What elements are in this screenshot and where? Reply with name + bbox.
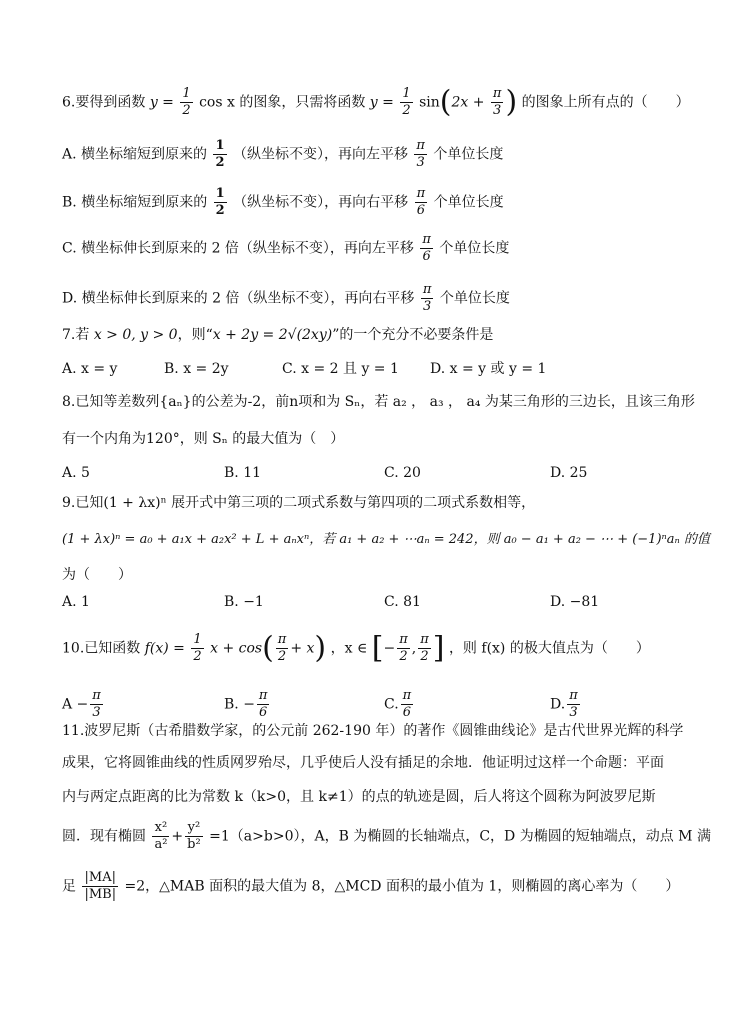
q6-option-a: A. 横坐标缩短到原来的 $\frac{1}{2}$ （纵坐标不变），再向左平移 $\frac{\pi}{3}$ 个单位长度	[62, 138, 504, 170]
q8-option-a: A. 5	[62, 465, 90, 481]
q9-option-d: D. −81	[550, 594, 600, 610]
q6-frac-pi3: $\frac{\pi}{3}$	[492, 86, 502, 118]
q9-option-c: C. 81	[384, 594, 421, 610]
q9-stem-line3: 为（ ）	[62, 567, 132, 583]
q10-option-a: A − $\frac{\pi}{3}$	[62, 688, 101, 720]
q7-option-a: A. x = y	[62, 361, 118, 377]
q6-frac-half-1: $\frac{1}{2}$	[182, 86, 191, 118]
q7-option-c: C. x = 2 且 y = 1	[282, 361, 399, 377]
q8-option-d: D. 25	[550, 465, 588, 481]
q11-line4: 圆．现有椭圆 $\frac{\text{x²}}{\text{a²}}$ + $\frac{\text{y²}}{\text{b²}}$ =1（a>b>0），A，B 为椭圆的长轴端点，C，D 为椭圆的短轴端点，动点 M 满	[62, 820, 711, 852]
q9-stem-line2: (1 + λx)ⁿ = a₀ + a₁x + a₂x² + L + aₙxⁿ，若 a₁ + a₂ + ⋯aₙ = 242，则 a₀ − a₁ + a₂ − ⋯ + (−1)ⁿaₙ 的值	[62, 532, 710, 547]
q6-stem-text-b: 的图象上所有点的（ ）	[521, 94, 690, 111]
q11-line2: 成果，它将圆锥曲线的性质网罗殆尽，几乎使后人没有插足的余地．他证明过这样一个命题：平面	[62, 755, 664, 771]
q6-option-c: C. 横坐标伸长到原来的 2 倍（纵坐标不变），再向左平移 $\frac{\pi}{6}$ 个单位长度	[62, 232, 510, 264]
q6-sin: sin	[419, 94, 440, 111]
q6-y-eq-2: y =	[369, 94, 394, 111]
q6-stem-text-a: 6.要得到函数	[62, 94, 146, 111]
q10-stem: 10.已知函数 f(x) = $\frac{1}{2}$ x + cos( $\frac{\pi}{2}$ + x) ，x ∈ [− $\frac{\pi}{2}$ , $\frac{\pi}{2}$ ] ，则 f(x) 的极大值点为（ ）	[62, 630, 650, 666]
q6-cos-text: cos x 的图象，只需将函数	[199, 94, 366, 111]
q7-option-b: B. x = 2y	[164, 361, 229, 377]
q6-frac-half-2: $\frac{1}{2}$	[402, 86, 411, 118]
q10-option-c: C. $\frac{\pi}{6}$	[384, 688, 412, 720]
q9-option-b: B. −1	[224, 594, 264, 610]
q11-line5: 足 $\frac{|MA|}{|MB|}$ =2，△MAB 面积的最大值为 8，△MCD 面积的最小值为 1，则椭圆的离心率为（ ）	[62, 870, 680, 902]
q6-arg: 2x +	[451, 94, 485, 111]
q10-option-b: B. − $\frac{\pi}{6}$	[224, 688, 268, 720]
q8-option-b: B. 11	[224, 465, 262, 481]
q6-option-d: D. 横坐标伸长到原来的 2 倍（纵坐标不变），再向右平移 $\frac{\pi}{3}$ 个单位长度	[62, 282, 510, 314]
q8-option-c: C. 20	[384, 465, 421, 481]
q8-stem-line2: 有一个内角为120°，则 Sₙ 的最大值为（ ）	[62, 431, 345, 447]
q6-option-b: B. 横坐标缩短到原来的 $\frac{1}{2}$ （纵坐标不变），再向右平移 $\frac{\pi}{6}$ 个单位长度	[62, 186, 504, 218]
q9-stem-line1: 9.已知(1 + λx)ⁿ 展开式中第三项的二项式系数与第四项的二项式系数相等，	[62, 495, 536, 511]
q6-stem: 6.要得到函数 y = $\frac{1}{2}$ cos x 的图象，只需将函数 y = $\frac{1}{2}$ sin(2x + $\frac{\pi}{3}$ ) 的图象上所有点的（ ）	[62, 84, 690, 120]
q10-option-d: D. $\frac{\pi}{3}$	[550, 688, 578, 720]
q11-line3: 内与两定点距离的比为常数 k（k>0，且 k≠1）的点的轨迹是圆，后人将这个圆称为阿波罗尼斯	[62, 789, 656, 805]
q7-option-d: D. x = y 或 y = 1	[430, 361, 547, 377]
q6-y-eq: y =	[149, 94, 174, 111]
q9-option-a: A. 1	[62, 594, 90, 610]
q11-line1: 11.波罗尼斯（古希腊数学家，的公元前 262-190 年）的著作《圆锥曲线论》是古代世界光辉的科学	[62, 723, 684, 739]
q7-stem: 7.若 x > 0, y > 0，则“x + 2y = 2√(2xy)”的一个充分不必要条件是	[62, 327, 494, 343]
q8-stem-line1: 8.已知等差数列{aₙ}的公差为-2，前n项和为 Sₙ，若 a₂ ， a₃ ， a₄ 为某三角形的三边长，且该三角形	[62, 394, 695, 410]
